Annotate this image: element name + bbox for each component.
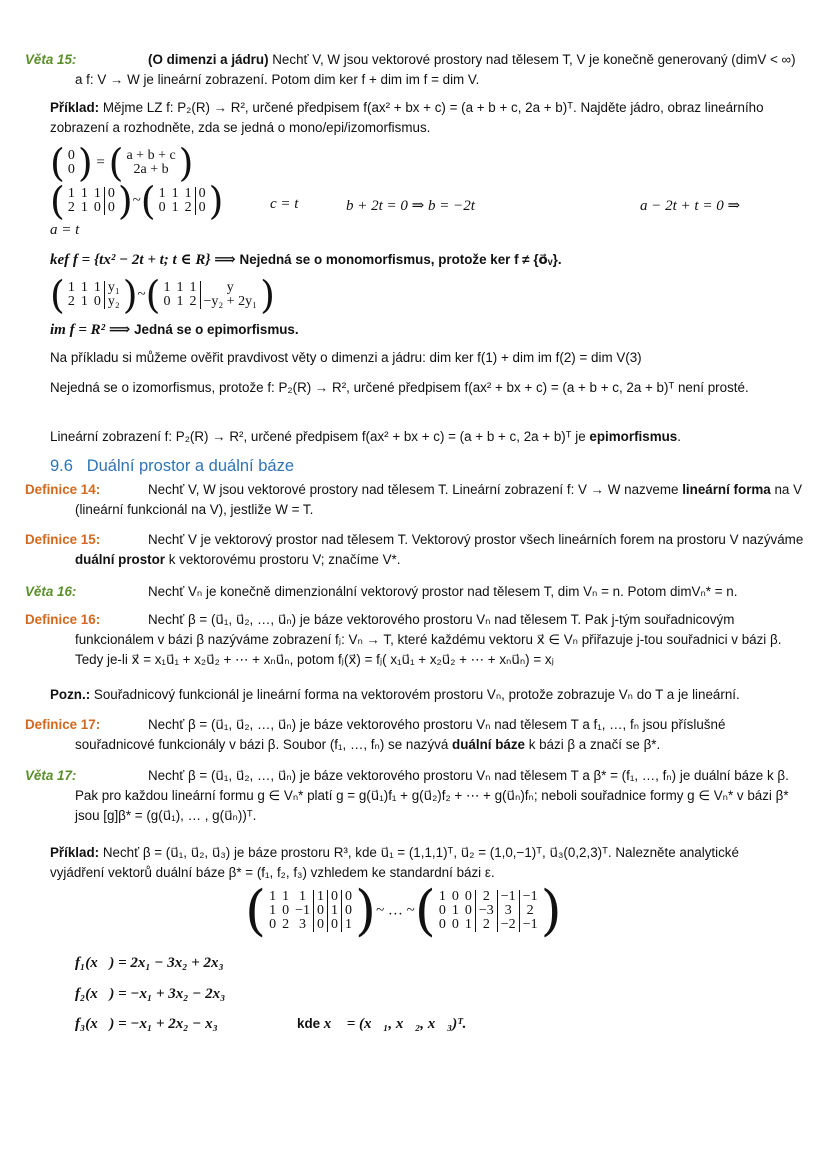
dual-functional-2: f₂(x⃗) = −x₁ + 3x₂ − 2x₃ xyxy=(75,986,226,1002)
basis-matrix-right: 1 0 0 2 −1 −1 0 1 0 −3 3 2 0 0 1 2 −2 −1 xyxy=(436,890,541,932)
theorem-17: Věta 17: Nechť β = (u⃗₁, u⃗₂, …, u⃗ₙ) je báze vektorového prostoru Vₙ nad tělesem T a β* = (f₁, …, fₙ) je duální báze k β. Pak pro každou lineární formu g ∈ Vₙ* platí g = g(u⃗₁)f₁ + g(u⃗₂)f₂ + ⋯ + g(u⃗ₙ)fₙ; neboli souřadnice formy g ∈ Vₙ* v bázi β* jsou [g]β* = (g(u⃗₁), … , g(u⃗ₙ))ᵀ. xyxy=(25,768,789,823)
theorem-title: (O dimenzi a jádru) xyxy=(148,52,269,67)
section-number: 9.6 xyxy=(50,457,73,475)
a-equation: a − 2t + t = 0 ⇒ xyxy=(640,198,741,214)
theorem-16: Věta 16: Nechť Vₙ je konečně dimenzionální vektorový prostor nad tělesem T, dim Vₙ = n. Potom dimVₙ* = n. xyxy=(50,582,805,602)
equation-vector: ( 0 0 ) = ( a + b + c 2a + b ) xyxy=(50,141,194,185)
epimorphism-bold: epimorfismus xyxy=(589,429,678,444)
definition-15: Definice 15: Nechť V je vektorový prostor nad tělesem T. Vektorový prostor všech lineárních forem na prostoru V nazýváme duální prostor k vektorovému prostoru V; značíme V*. xyxy=(25,532,804,567)
paragraph-isomorphism: Nejedná se o izomorfismus, protože f: P₂(R) → R², určené předpisem f(ax² + bx + c) = (a + b + c, 2a + b)ᵀ není prosté. xyxy=(50,380,749,395)
image-vector: a + b + c 2a + b xyxy=(126,148,176,177)
section-heading xyxy=(50,456,780,476)
a-result: a = t xyxy=(50,222,80,238)
paragraph-verify: Na příkladu si můžeme ověřit pravdivost věty o dimenzi a jádru: dim ker f(1) + dim im f(2) = dim V(3) xyxy=(50,350,642,365)
definition-label: Definice 16: xyxy=(25,612,101,627)
matrix-reduction-1: ( 1 1 1 0 2 1 0 0 )~( 1 1 1 0 0 1 2 0 ) xyxy=(50,179,224,223)
definition-14: Definice 14: Nechť V, W jsou vektorové prostory nad tělesem T. Lineární zobrazení f: V → W nazveme lineární forma na V (lineární funkcionál na V), jestliže W = T. xyxy=(25,482,803,517)
example-label: Příklad: xyxy=(50,100,100,115)
matrix-reduction-2: ( 1 1 1 y₁ 2 1 0 y₂ )~( 1 1 1 y 0 1 2 −y₂ + 2y₁ ) xyxy=(50,273,275,317)
augmented-matrix-right: 1 1 1 0 0 1 2 0 xyxy=(156,187,209,215)
example-label: Příklad: xyxy=(50,845,100,860)
image-line xyxy=(50,320,780,340)
dual-functional-3: f₃(x⃗) = −x₁ + 2x₂ − x₃ xyxy=(75,1016,218,1032)
definition-label: Definice 17: xyxy=(25,717,101,732)
paragraph-linear: Lineární zobrazení f: P₂(R) → R², určené předpisem f(ax² + bx + c) = (a + b + c, 2a + b)ᵀ je epimorfismus. xyxy=(50,429,681,444)
kde-note: kde x⃗ = (x⃗₁, x⃗₂, x⃗₃)ᵀ. xyxy=(297,1016,467,1032)
matrix-tilde: ~ … ~ xyxy=(376,902,415,919)
zero-vector: 0 0 xyxy=(67,148,75,177)
dual-functional-1: f₁(x⃗) = 2x₁ − 3x₂ + 2x₃ xyxy=(75,955,224,971)
kernel-text: Nejedná se o monomorfismus, protože ker f ≠ {o⃗ᵥ}. xyxy=(235,252,562,267)
note: Pozn.: Souřadnicový funkcionál je lineární forma na vektorovém prostoru Vₙ, protože zobrazuje Vₙ do T a je lineární. xyxy=(50,687,740,702)
theorem-label: Věta 15: xyxy=(25,52,77,67)
note-label: Pozn.: xyxy=(50,687,91,702)
section-title: Duální prostor a duální báze xyxy=(86,457,295,475)
basis-matrix-left: 1 1 1 1 0 0 1 0 −1 0 1 0 0 2 3 0 0 1 xyxy=(266,890,355,932)
theorem-label: Věta 16: xyxy=(25,584,77,599)
example-1 xyxy=(50,98,780,138)
definition-label: Definice 14: xyxy=(25,482,101,497)
kernel-line xyxy=(50,250,780,270)
example-2: Příklad: Nechť β = (u⃗₁, u⃗₂, u⃗₃) je báze prostoru R³, kde u⃗₁ = (1,1,1)ᵀ, u⃗₂ = (1,0,−1)ᵀ, u⃗₃(0,2,3)ᵀ. Nalezněte analytické vyjádření vektorů duální báze β* = (f₁, f₂, f₃) vzhledem ke standardní bázi ε. xyxy=(50,845,739,880)
definition-label: Definice 15: xyxy=(25,532,101,547)
matrix-reduction-3: ( 1 1 1 1 0 0 1 0 −1 0 1 0 0 2 3 0 0 1 )~ … ~( 1 0 0 2 −1 −1 0 1 0 −3 3 2 0 0 1 2 −2 −1 ) xyxy=(245,879,562,942)
image-matrix-left: 1 1 1 y₁ 2 1 0 y₂ xyxy=(65,281,123,309)
definition-17: Definice 17: Nechť β = (u⃗₁, u⃗₂, …, u⃗ₙ) je báze vektorového prostoru Vₙ nad tělesem T a f₁, …, fₙ jsou příslušné souřadnicové funkcionály v bázi β. Soubor (f₁, …, fₙ) se nazývá duální báze k bázi β a značí se β*. xyxy=(25,717,726,752)
kernel-formula: kef f = {tx² − 2t + t; t ∈ R} ⟹ xyxy=(50,252,236,268)
example-text: Mějme LZ f: P₂(R) → R², určené předpisem f(ax² + bx + c) = (a + b + c, 2a + b)ᵀ. Najděte jádro, obraz lineárního zobrazení a rozhodněte, zda se jedná o mono/epi/izomorfismus. xyxy=(50,100,764,135)
theorem-label: Věta 17: xyxy=(25,768,77,783)
c-equation: c = t xyxy=(270,196,299,212)
image-matrix-right: 1 1 1 y 0 1 2 −y₂ + 2y₁ xyxy=(161,281,261,309)
image-formula: im f = R² ⟹ xyxy=(50,322,131,338)
definition-16: Definice 16: Nechť β = (u⃗₁, u⃗₂, …, u⃗ₙ) je báze vektorového prostoru Vₙ nad tělesem T. Pak j-tým souřadnicovým funkcionálem v bázi β nazýváme zobrazení fⱼ: Vₙ → T, které každému vektoru x⃗ ∈ Vₙ přiřazuje j-tou souřadnici v bázi β. Tedy je-li x⃗ = x₁u⃗₁ + x₂u⃗₂ + ⋯ + xₙu⃗ₙ, potom fⱼ(x⃗) = fⱼ( x₁u⃗₁ + x₂u⃗₂ + ⋯ + xₙu⃗ₙ) = xⱼ xyxy=(25,612,782,667)
theorem-15 xyxy=(25,50,805,90)
b-equation: b + 2t = 0 ⇒ b = −2t xyxy=(346,198,475,214)
augmented-matrix-left: 1 1 1 0 2 1 0 0 xyxy=(65,187,118,215)
image-text: Jedná se o epimorfismus. xyxy=(130,322,299,337)
theorem-text: Nechť V, W jsou vektorové prostory nad tělesem T, V je konečně generovaný (dimV < ∞) a f: V → W je lineární zobrazení. Potom dim ker f + dim im f = dim V. xyxy=(75,52,796,87)
